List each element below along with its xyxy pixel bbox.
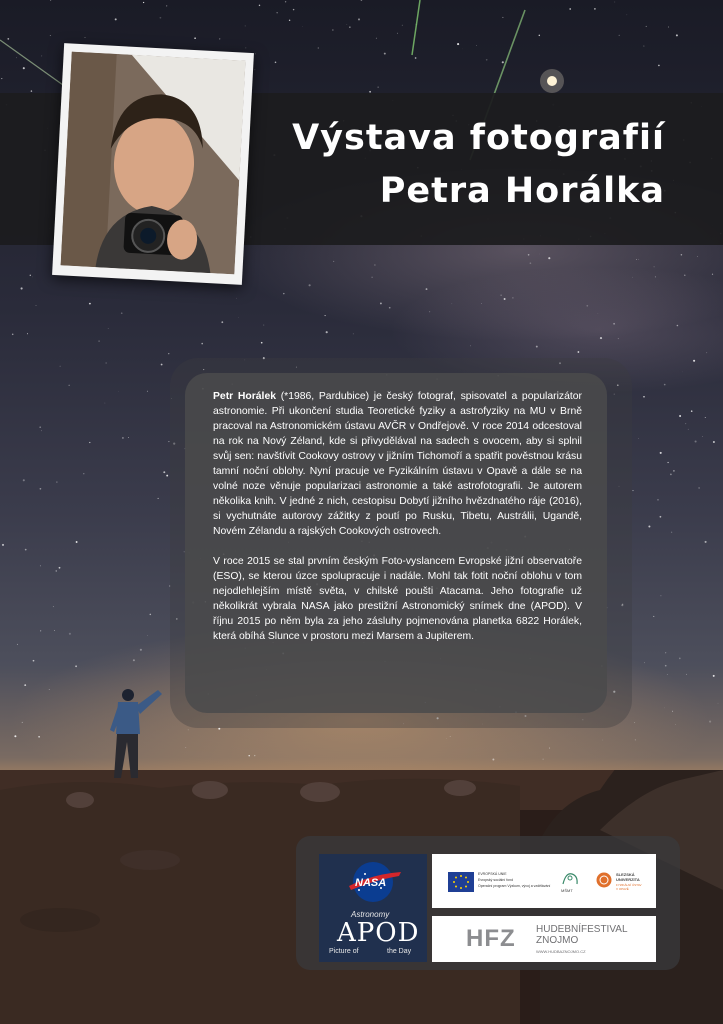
hfz-festival-logo bbox=[432, 916, 656, 962]
apod-top-text: Astronomy bbox=[351, 910, 390, 919]
stargazer-silhouette bbox=[100, 686, 172, 786]
hfz-text-2: ZNOJMO bbox=[536, 935, 579, 946]
portrait-image bbox=[61, 52, 246, 275]
portrait-photo bbox=[52, 43, 254, 285]
eu-text-3: Operační program Výzkum, vývoj a vzdělávání bbox=[478, 884, 551, 888]
bio-paragraph-2: V roce 2015 se stal prvním českým Foto-vyslancem Evropské jižní observatoře (ESO), se kterou úzce spolupracuje i nadále. Mohl tak fotit noční oblohu v tom nejodlehlejším místě světa, v chilské poušti Atacama. Jeho fotografie už několikrát vybrala NASA jako prestižní Astronomický snímek dne (APOD). V říjnu 2015 po něm byla za jeho zásluhy pojmenována planetka 6822 Horálek, která obíhá Slunce v prostoru mezi Marsem a Jupiterem. bbox=[213, 556, 582, 642]
su-text-4: V OPAVĚ bbox=[616, 887, 629, 891]
hfz-mark: HFZ bbox=[466, 925, 516, 952]
eu-university-logos bbox=[432, 854, 656, 908]
apod-right-text: the Day bbox=[387, 948, 412, 955]
hfz-url: WWW.HUDBAZNOJMO.CZ bbox=[536, 949, 586, 954]
eu-text-2: Evropský sociální fond bbox=[478, 878, 514, 882]
apod-wordmark: APOD bbox=[337, 918, 420, 948]
bio-paragraph-1 bbox=[213, 389, 582, 539]
eu-text-1: EVROPSKÁ UNIE bbox=[478, 872, 507, 876]
su-text-1: SLEZSKÁ bbox=[616, 872, 635, 877]
nasa-apod-logo bbox=[319, 854, 427, 962]
title-line-2: Petra Horálka bbox=[379, 171, 665, 211]
su-text-2: UNIVERZITA bbox=[616, 877, 640, 882]
eu-flag-icon bbox=[448, 872, 474, 892]
msmt-lion-icon bbox=[560, 870, 580, 888]
msmt-text: MŠMT bbox=[561, 888, 573, 893]
su-text-3: FYZIKÁLNÍ ÚSTAV bbox=[616, 883, 642, 887]
hfz-text-1: HUDEBNÍFESTIVAL bbox=[536, 924, 628, 935]
bio-paragraph-1-text: (*1986, Pardubice) je český fotograf, spisovatel a popularizátor astronomie. Při ukončení studia Teoretické fyziky a astrofyziky na MU v Brně pracoval na Astronomickém ústavu AVČR v Ondřejově. V roce 2014 odcestoval na rok na Nový Zéland, kde si přivydělával na sadech s ovocem, aby si splnil svůj sen: navštívit Cookovy ostrovy v jižním Tichomoří a spatřit pověstnou krásu tamní noční oblohy. Nyní pracuje ve Fyzikálním ústavu v Opavě a dále se na volné noze věnuje popularizaci astronomie a také astrofotografii. Je autorem několika knih. V jedné z nich, cestopisu Dobytí jižního hvězdnatého ráje (2016), si vychutnáte autorovy zážitky z poutí po Rusku, Tibetu, Austrálii, Ugandě, Novém Zélandu a rajských Cookových ostrovech. bbox=[213, 391, 582, 537]
bio-name: Petr Horálek bbox=[213, 391, 277, 402]
bio-panel bbox=[185, 373, 607, 713]
nasa-wordmark: NASA bbox=[355, 877, 387, 889]
exhibition-title bbox=[292, 112, 665, 218]
silesian-university-emblem bbox=[596, 872, 612, 888]
apod-left-text: Picture of bbox=[329, 948, 359, 955]
title-line-1: Výstava fotografií bbox=[292, 118, 665, 158]
